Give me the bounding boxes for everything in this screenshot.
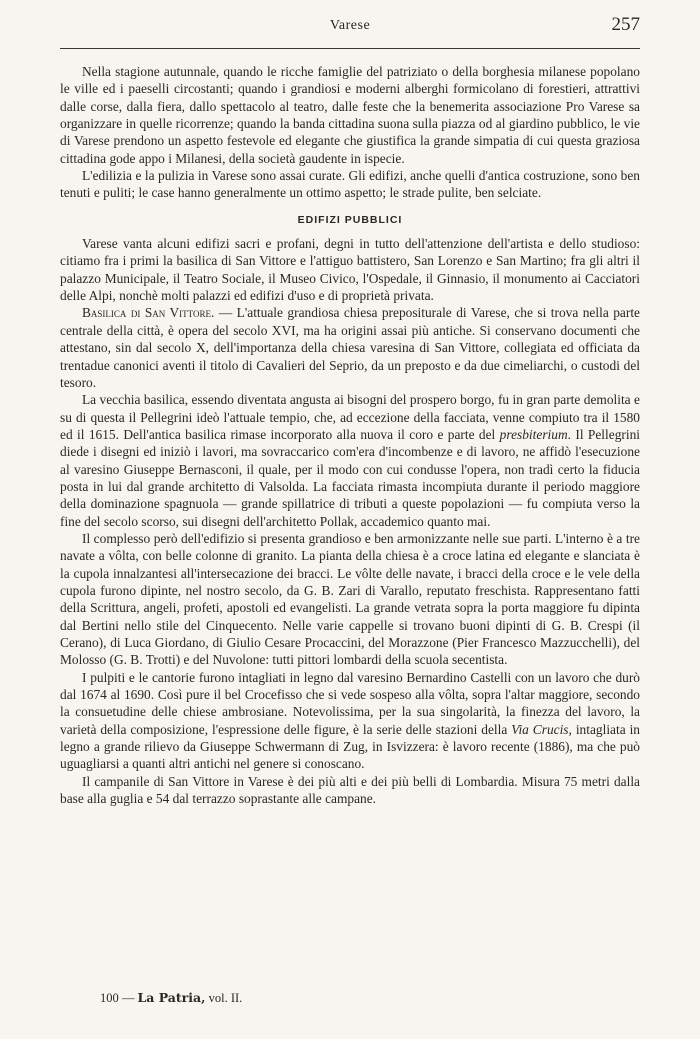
italic-term: presbiterium — [499, 426, 568, 442]
section-heading: EDIFIZI PUBBLICI — [297, 213, 403, 226]
paragraph — [60, 391, 640, 530]
footer-volume: vol. II. — [208, 991, 243, 1005]
page-number: 257 — [611, 14, 640, 35]
header-rule — [60, 48, 640, 49]
running-head: Varese — [329, 18, 371, 33]
paragraph-text: , intagliata in legno a grande rilievo da Giuseppe Schwermann di Zug, in Isvizzera: è lavoro recente (1886), ma che può uguagliarsi a quanti altri antichi nel genere si conoscano. — [60, 721, 640, 772]
body-text — [60, 63, 640, 807]
paragraph: L'edilizia e la pulizia in Varese sono assai curate. Gli edifizi, anche quelli d'antica costruzione, sono ben tenuti e puliti; le case hanno generalmente un ottimo aspetto; le strade pulite, ben selciate. — [60, 168, 640, 201]
paragraph-text: — L'attuale grandiosa chiesa prepositurale di Varese, che si trova nella parte centrale della città, è opera del secolo XVI, ma ha origini assai più antiche. Si conservano documenti che attestano, sin dal secolo X, dell'importanza della chiesa varesina di San Vittore, collegiata ed officiata da trentadue canonici aventi il titolo di Cavalieri del Seprio, da un preposto e da due cimeliarchi, o custodi del tesoro. — [60, 305, 640, 390]
paragraph — [60, 669, 640, 773]
paragraph-text: La vecchia basilica, essendo diventata angusta ai bisogni del prospero borgo, fu in gran parte demolita e su di questa il Pellegrini ideò l'attuale tempio, che, ad eccezione della facciata, venne compiuto tra il 1580 ed il 1615. Dell'antica basilica rimase incorporato alla nuova il coro e parte del — [60, 392, 640, 442]
paragraph-text: . Il Pellegrini diede i disegni ed iniziò i lavori, ma sovraccarico com'era d'incombenze e di lavoro, ne affidò l'esecuzione al varesino Giuseppe Bernasconi, il quale, per il modo con cui condusse l'opera, non tradì certo la fiducia posta in lui dal grande architetto di Valsolda. La facciata rimasta incompiuta durante il periodo maggiore della dominazione spagnuola — grande spillatrice di tributi a queste popolazioni — fu compiuta verso la fine del secolo scorso, sui disegni dell'architetto Pollak, accademico quanto mai. — [60, 426, 640, 529]
paragraph: Varese vanta alcuni edifizi sacri e profani, degni in tutto dell'attenzione dell'artista e dello studioso: citiamo fra i primi la basilica di San Vittore e l'attiguo battistero, San Lorenzo e San Martino; fra gli altri il palazzo Municipale, il Teatro Sociale, il Museo Civico, l'Ospedale, il Ginnasio, il monumento ai Cacciatori delle Alpi, nonchè molti palazzi ed edifizi d'uso e di proprietà privata. — [60, 236, 640, 304]
footer-title: La Patria, — [137, 990, 206, 1005]
page-header — [60, 14, 640, 42]
paragraph — [60, 304, 640, 391]
sheet-number: 100 — — [100, 991, 135, 1005]
paragraph: Nella stagione autunnale, quando le ricche famiglie del patriziato o della borghesia milanese popolano le ville ed i paeselli circostanti; quando i grandiosi e moderni alberghi formicolano di forestieri, attrattivi dalle corse, dalla fiera, dallo spettacolo al teatro, dalle feste che la benemerita associazione Pro Varese sa organizzare in quelle ricorrenze; quando la banda cittadina suona sulla piazza od al giardino pubblico, le vie di Varese prendono un aspetto festevole ed elegante che giustifica la grande simpatia di cui questa graziosa cittadina gode appo i Milanesi, della società gaudente in ispecie. — [60, 64, 640, 166]
italic-term: Via Crucis — [511, 721, 569, 737]
page-footer — [100, 990, 242, 1006]
run-in-heading: Basilica di San Vittore. — [82, 305, 215, 321]
paragraph: Il campanile di San Vittore in Varese è dei più alti e dei più belli di Lombardia. Misura 75 metri dalla base alla guglia e 54 dal terrazzo soprastante alle campane. — [60, 773, 640, 807]
paragraph: Il complesso però dell'edifizio si presenta grandioso e ben armonizzante nelle sue parti. L'interno è a tre navate a vôlta, con belle colonne di granito. La pianta della chiesa è a croce latina ed elegante e slanciata è la cupola innalzantesi all'intersecazione dei bracci. Le vôlte delle navate, i bracci della croce e le vele della cupola furono dipinte, nel nostro secolo, da G. B. Zari di Varallo, reputato freschista. Rappresentano fatti della Scrittura, angeli, profeti, apostoli ed evangelisti. La grande vetrata sopra la porta maggiore fu dipinta dal Bertini nello stile del Cinquecento. Nelle varie cappelle si trovano buoni dipinti di G. B. Crespi (il Cerano), di Luca Giordano, di Giulio Cesare Procaccini, del Morazzone (Pier Francesco Mazzucchelli), del Molosso (G. B. Trotti) e del Nuvolone: tutti pittori lombardi della scuola secentista. — [60, 530, 640, 668]
paragraph-text: I pulpiti e le cantorie furono intagliati in legno dal varesino Bernardino Castelli con un lavoro che durò dal 1674 al 1690. Così pure il bel Crocefisso che si vede sospeso alla vôlta, sopra l'altar maggiore, secondo la consuetudine delle chiese ambrosiane. Notevolissima, per la sua singolarità, la finezza del lavoro, la varietà della composizione, l'espressione delle figure, è la serie delle stazioni della — [60, 669, 640, 737]
